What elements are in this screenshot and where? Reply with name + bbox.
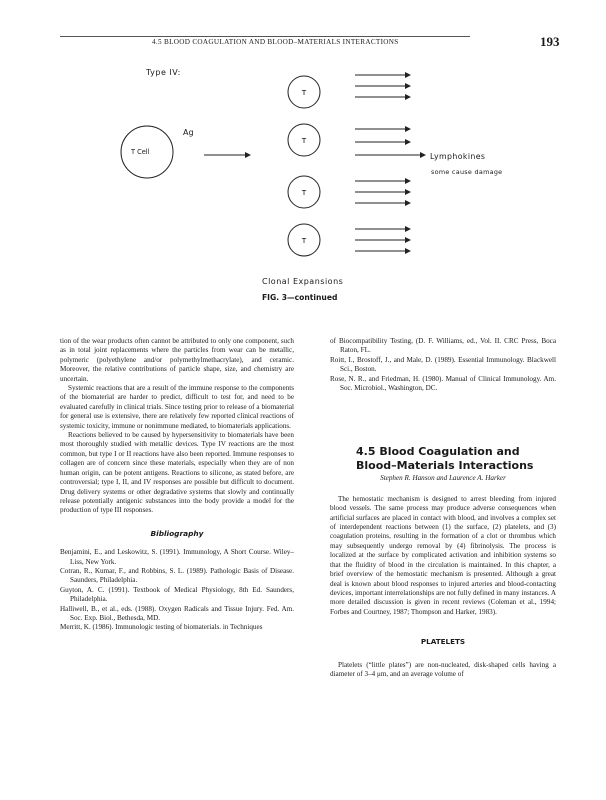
- type-iv-label: Type IV:: [146, 68, 181, 77]
- reference: Roitt, I., Brostoff, J., and Male, D. (1989). Essential Immunology. Blackwell Sci., Boston.: [330, 355, 556, 374]
- paragraph: The hemostatic mechanism is designed to arrest bleeding from injured blood vessels. The same process may produce adverse consequences when artificial surfaces are placed in contact with blood, and involves a complex set of interdependent reactions between (1) the surface, (2) platelets, and (3) coagulation proteins, resulting in the formation of a clot or thrombus which may subsequently undergo removal by (4) fibrinolysis. The process is localized at the surface by complicated activation and inhibition systems so that the fluidity of blood in the circulation is maintained. In this chapter, a brief overview of the hemostatic mechanism is presented. Although a great deal is known about blood responses to injured arteries and blood-contacting devices, important interrelationships are not fully defined in many instances. A more detailed discussion is given in recent reviews (Coleman et al., 1994; Forbes and Courtney, 1987; Thompson and Harker, 1983).: [330, 494, 556, 616]
- reference: of Biocompatibility Testing, (D. F. Williams, ed., Vol. II. CRC Press, Boca Raton, FL.: [330, 337, 556, 355]
- figure-diagram: [0, 0, 606, 320]
- reference: Merritt, K. (1986). Immunologic testing of biomaterials. in Techniques: [60, 623, 263, 632]
- reference: Halliwell, B., et al., eds. (1988). Oxygen Radicals and Tissue Injury. Fed. Am. Soc. Exp. Biol., Bethesda, MD.: [60, 604, 294, 622]
- authors: Stephen R. Hanson and Laurence A. Harker: [380, 474, 506, 483]
- reference: Guyton, A. C. (1991). Textbook of Medical Physiology, 8th Ed. Saunders, Philadelphia.: [60, 585, 294, 604]
- clonal-expansions-label: Clonal Expansions: [262, 277, 344, 286]
- figure-caption: FIG. 3—continued: [262, 293, 338, 302]
- reference: Rose, N. R., and Friedman, H. (1980). Manual of Clinical Immunology. Am. Soc. Microbiol., Washington, DC.: [330, 374, 556, 393]
- t-label: T: [301, 89, 307, 97]
- bibliography-heading: Bibliography: [150, 528, 204, 538]
- paragraph: Systemic reactions that are a result of the immune response to the components of the biomaterial are harder to predict, difficult to test for, and need to be evaluated carefully in clinical trials. Since testing prior to release of a biomaterial for general use is extensive, there are relatively few reported clinical reactions of systemic toxicity, immune or nonimmune mediated, to biomaterials applications.: [60, 384, 294, 430]
- running-head: 4.5 BLOOD COAGULATION AND BLOOD–MATERIALS INTERACTIONS: [152, 38, 399, 46]
- lymphokines-label: Lymphokines: [430, 152, 486, 161]
- reference: Cotran, R., Kumar, F., and Robbins, S. L. (1989). Pathologic Basis of Disease. Saunders, Philadelphia.: [60, 566, 294, 585]
- t-label: T: [301, 189, 307, 197]
- damage-label: some cause damage: [431, 168, 503, 176]
- paragraph: Platelets (“little plates”) are non-nucleated, disk-shaped cells having a diameter of 3–4 μm, and an average volume of: [330, 660, 556, 678]
- paragraph: tion of the wear products often cannot be attributed to only one component, such as in total joint replacements where the particles from wear can be metallic, polymeric (polyethylene and/or polymethylmethacrylate), and ceramic. Moreover, the relative contributions of particle shape, size, and chemistry are uncertain.: [60, 337, 294, 383]
- page-number: 193: [540, 34, 560, 49]
- section-title: [330, 445, 556, 473]
- lymphokine-arrows: [355, 75, 425, 251]
- t-label: T: [301, 237, 307, 245]
- right-column: [330, 337, 556, 679]
- t-label: T: [301, 137, 307, 145]
- left-column: [60, 337, 294, 633]
- platelets-heading: PLATELETS: [420, 637, 466, 647]
- paragraph: Reactions believed to be caused by hypersensitivity to biomaterials have been most thoroughly studied with metallic devices. Type IV reactions are the most common, but type I or II reactions have also been reported. Immune responses to collagen are of concern since these materials, especially when they are of non human origin, can be potent antigens. Reactions to silicone, as stated before, are controversial; type I, II, and IV responses are possible but difficult to document. Drug delivery systems or other degradative systems that slowly and continually release potentially antigenic substances into the body provide a model for the production of type III responses.: [60, 431, 294, 515]
- section-title-line: 4.5 Blood Coagulation and: [356, 445, 520, 459]
- section-title-line: Blood–Materials Interactions: [356, 459, 534, 473]
- reference: Benjamini, E., and Leskowitz, S. (1991). Immunology, A Short Course. Wiley–Liss, New York.: [60, 548, 294, 566]
- figure-3: [0, 0, 606, 320]
- t-cell-label: T Cell: [131, 148, 150, 156]
- antigen-label: Ag: [183, 128, 194, 137]
